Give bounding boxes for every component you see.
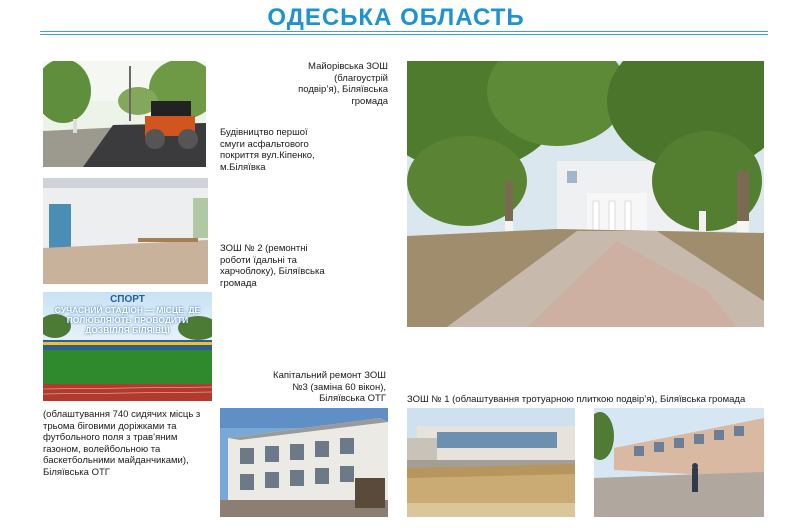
stadium-banner-slogan: СУЧАСНИЙ СТАДІОН — МІСЦЕ, ДЕ ПОЛЮБЛЯЮТЬ ПРОВОДИТИ ДОЗВІЛЛЯ БІЛЯЇВЦІ [54,305,201,335]
road-construction-photo [43,61,206,167]
title-rule-top [40,31,768,32]
school1-caption: ЗОШ № 1 (облаштування тротуарною плиткою подвір’я), Біляївська громада [407,394,746,405]
title-rule-bottom [40,34,768,35]
school2-caption: ЗОШ № 2 (ремонтні роботи їдальні та харчоблоку), Біляївська громада [220,243,325,289]
school1-courtyard-photo-right [594,408,764,517]
mayorivka-courtyard-photo [407,61,764,327]
mayorivka-caption: Майорівська ЗОШ (благоустрій подвір’я), Біляївська громада [298,61,388,107]
school2-interior-photo [43,178,208,284]
stadium-caption: (облаштування 740 сидячих місць з трьома біговими доріжками та футбольного поля з трав’яним газоном, волейбольною та баскетбольними майданчиками), Біляївська ОТГ [43,409,201,478]
school3-windows-photo [220,408,388,517]
page-title: ОДЕСЬКА ОБЛАСТЬ [267,4,525,31]
stadium-banner-heading: СПОРТ [110,294,145,305]
stadium-photo [43,292,212,401]
school3-caption: Капітальний ремонт ЗОШ №3 (заміна 60 вікон), Біляївська ОТГ [273,370,386,404]
road-caption: Будівництво першої смуги асфальтового покриття вул.Кіпенко, м.Біляївка [220,127,315,173]
school1-courtyard-photo-left [407,408,575,517]
